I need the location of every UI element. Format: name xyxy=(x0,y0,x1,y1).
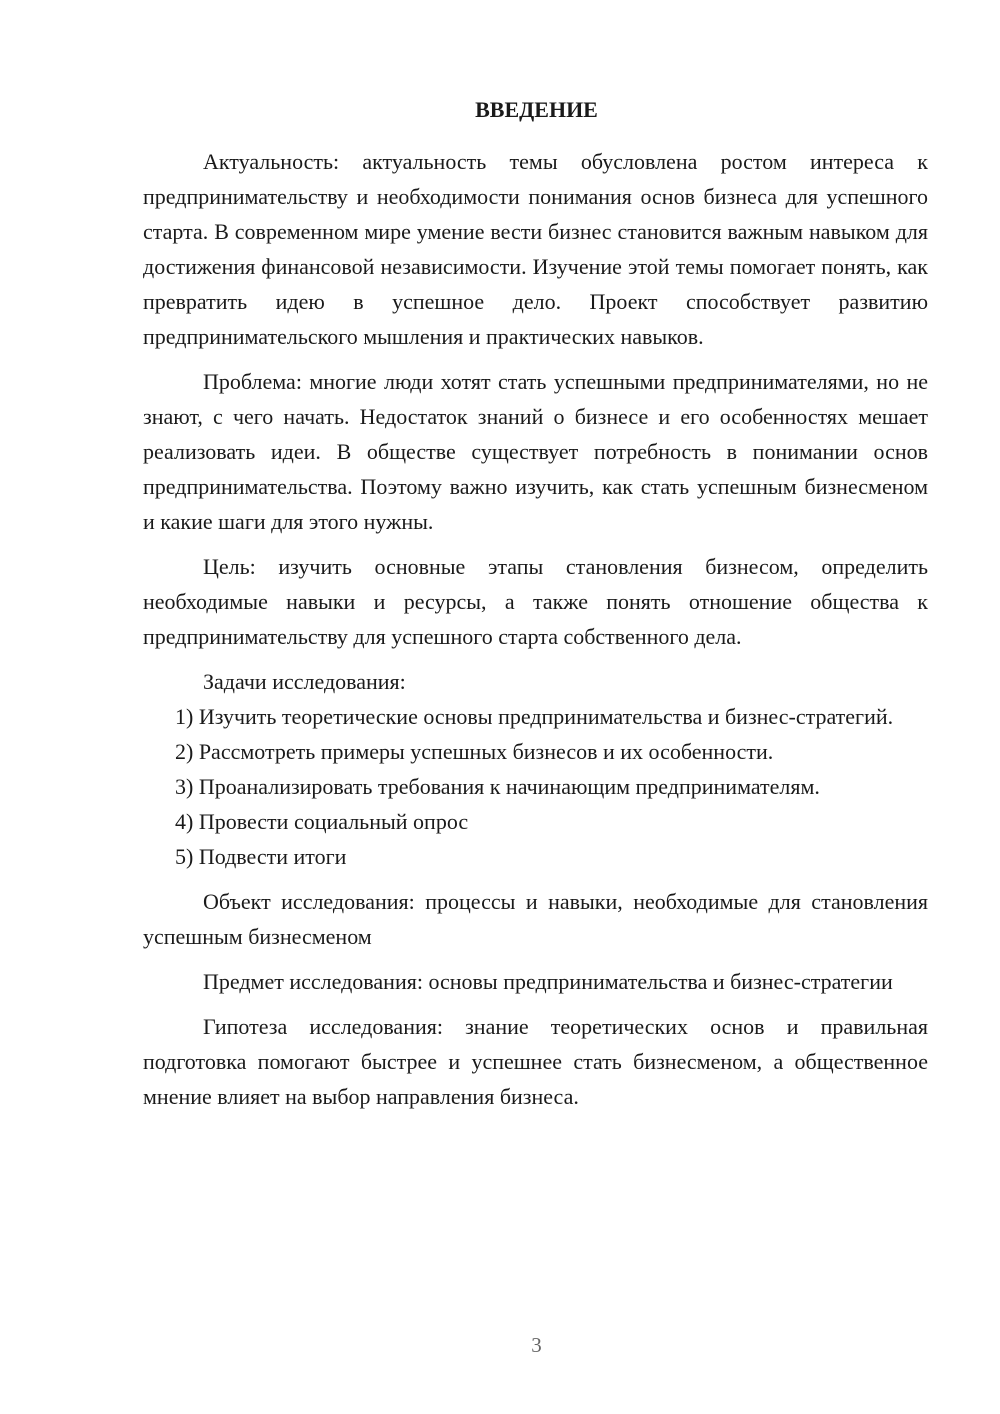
problem-paragraph: Проблема: многие люди хотят стать успешными предпринимателями, но не знают, с чего начать. Недостаток знаний о бизнесе и его особенностях мешает реализовать идеи. В обществе существует потребность в понимании основ предпринимательства. Поэтому важно изучить, как стать успешным бизнесменом и какие шаги для этого нужны. xyxy=(143,369,928,534)
task-item-1: 1) Изучить теоретические основы предпринимательства и бизнес-стратегий. xyxy=(175,704,894,729)
task-item-2: 2) Рассмотреть примеры успешных бизнесов и их особенности. xyxy=(175,739,774,764)
relevance-paragraph: Актуальность: актуальность темы обусловлена ростом интереса к предпринимательству и необходимости понимания основ бизнеса для успешного старта. В современном мире умение вести бизнес становится важным навыком для достижения финансовой независимости. Изучение этой темы помогает понять, как превратить идею в успешное дело. Проект способствует развитию предпринимательского мышления и практических навыков. xyxy=(143,149,928,349)
subject-paragraph: Предмет исследования: основы предпринимательства и бизнес-стратегии xyxy=(203,969,893,994)
task-item-5: 5) Подвести итоги xyxy=(175,844,347,869)
task-item-3: 3) Проанализировать требования к начинающим предпринимателям. xyxy=(175,774,820,799)
page-number: 3 xyxy=(531,1333,542,1357)
hypothesis-paragraph: Гипотеза исследования: знание теоретических основ и правильная подготовка помогают быстрее и успешнее стать бизнесменом, а общественное мнение влияет на выбор направления бизнеса. xyxy=(143,1014,928,1109)
section-title: ВВЕДЕНИЕ xyxy=(475,97,598,122)
goal-paragraph: Цель: изучить основные этапы становления бизнесом, определить необходимые навыки и ресурсы, а также понять отношение общества к предпринимательству для успешного старта собственного дела. xyxy=(143,554,928,649)
document-body xyxy=(143,144,928,1114)
tasks-heading: Задачи исследования: xyxy=(203,669,406,694)
task-item-4: 4) Провести социальный опрос xyxy=(175,809,469,834)
object-paragraph: Объект исследования: процессы и навыки, необходимые для становления успешным бизнесменом xyxy=(143,889,928,949)
